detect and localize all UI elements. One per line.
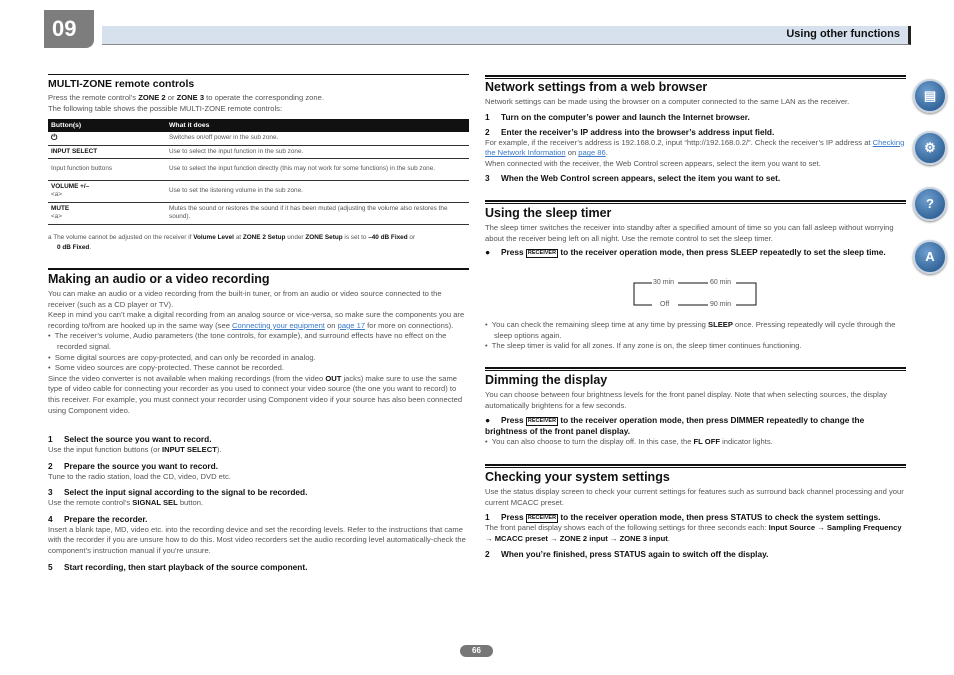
table-cell: MUTE <a> [48, 202, 166, 224]
link-connecting-equipment[interactable]: Connecting your equipment [232, 320, 325, 330]
settings-icon[interactable]: ⚙ [913, 131, 947, 165]
status-body [485, 487, 906, 560]
table-cell: Use to set the listening volume in the sub zone. [166, 180, 469, 202]
multizone-intro: Press the remote control’s ZONE 2 or ZONE 3 to operate the corresponding zone. The following table shows the possible MULTI-ZONE remote controls: [48, 93, 324, 113]
paragraph: Use the status display screen to check your current settings for features such as surround back channel processing and your current MCACC preset. [485, 487, 904, 507]
table-row [48, 145, 469, 158]
step-2: 2 Prepare the source you want to record. [48, 460, 218, 471]
dimmer-title: Dimming the display [485, 373, 608, 387]
paragraph: Keep in mind you can’t make a digital recording from an analog source or vice-versa, so make sure the components you are recording to/from are hooked up in the same way (see Connecting your equipment on page 17 for more on connections). [48, 310, 465, 330]
step-1: 1 Select the source you want to record. [48, 434, 212, 444]
table-row [48, 180, 469, 202]
step-4-detail: Insert a blank tape, MD, video etc. into the recording device and set the recording levels. Refer to the instructions that came with the recorder if you are unsure how to do this. Most video recorders set the audio recording level automatically-check the component’s instruction manual if you’re unsure. [48, 524, 466, 555]
sleep-cycle-diagram [630, 277, 760, 313]
section-title: Using other functions [786, 28, 900, 40]
paragraph: Since the video converter is not available when making recordings (from the video OUT jacks) make sure to use the same type of video cable for connecting your recorder as you used to connect your video source (the one you want to record) to this receiver. For example, you must connect your recorder using Component video if your source has also been connected using Component video. [48, 373, 463, 415]
recording-steps [48, 434, 469, 573]
sleep-body [485, 223, 906, 258]
step-2: 2 Enter the receiver’s IP address into the browser’s address input field. [485, 126, 775, 137]
book-icon[interactable]: ▤ [913, 79, 947, 113]
table-cell: Use to select the input function directly (this may not work for some functions) in the sub zone. [166, 158, 469, 180]
sleep-step: ● Press RECEIVER to the receiver operation mode, then press SLEEP repeatedly to set the sleep time. [485, 247, 886, 258]
step-1-detail: Use the input function buttons (or INPUT SELECT). [48, 445, 222, 454]
step-3: 3 When the Web Control screen appears, select the item you want to set. [485, 173, 781, 184]
chapter-number: 09 [52, 16, 77, 41]
table-row [48, 202, 469, 224]
receiver-button-icon: RECEIVER [527, 417, 557, 424]
multizone-footnote: a The volume cannot be adjusted on the receiver if Volume Level at ZONE 2 Setup under ZONE Setup is set to –40 dB Fixed or 0 dB Fixed. [48, 234, 416, 251]
list-item: • The receiver’s volume, Audio parameters (the tone controls, for example), and surround effects have no effect on the recorded signal. [48, 331, 447, 351]
divider [485, 370, 906, 371]
receiver-button-icon: RECEIVER [527, 249, 557, 256]
paragraph: Network settings can be made using the browser on a computer connected to the same LAN as the receiver. [485, 97, 850, 106]
paragraph: You can choose between four brightness levels for the front panel display. Note that when selecting sources, the display automatically brightens for a few seconds. [485, 390, 887, 410]
divider [485, 200, 906, 202]
sleep-90min: 90 min [710, 301, 732, 308]
table-row [48, 158, 469, 180]
table-cell: Mutes the sound or restores the sound if it has been muted (adjusting the volume also restores the sound). [166, 202, 469, 224]
divider [485, 467, 906, 468]
cycle-bracket-right [736, 283, 756, 305]
step-3: 3 Select the input signal according to the signal to be recorded. [48, 487, 308, 498]
step-1: 1 Press RECEIVER to the receiver operation mode, then press STATUS to check the system settings. [485, 512, 881, 523]
step-3-detail: Use the remote control’s SIGNAL SEL button. [48, 498, 204, 508]
divider [48, 268, 469, 270]
sleep-60min: 60 min [710, 279, 732, 286]
cycle-bracket-left [634, 283, 652, 305]
status-title: Checking your system settings [485, 470, 670, 484]
table-cell: Use to select the input function in the sub zone. [166, 145, 469, 158]
receiver-button-icon: RECEIVER [527, 514, 557, 521]
step-1: 1 Turn on the computer’s power and launch the Internet browser. [485, 111, 750, 122]
list-item: • The sleep timer is valid for all zones. If any zone is on, the sleep timer continues functioning. [485, 341, 802, 351]
list-item: • Some video sources are copy-protected. These cannot be recorded. [48, 363, 284, 373]
table-header: Button(s) [48, 119, 166, 132]
dimmer-step: ● Press RECEIVER to the receiver operation mode, then press DIMMER repeatedly to change the brightness of the front panel display. [485, 415, 865, 437]
dimmer-body [485, 390, 906, 448]
divider [485, 464, 906, 466]
divider [48, 74, 469, 75]
chapter-badge [44, 10, 94, 48]
multizone-table [48, 119, 469, 225]
recording-title: Making an audio or a video recording [48, 272, 270, 286]
table-cell: Switches on/off power in the sub zone. [166, 132, 469, 145]
divider [485, 203, 906, 204]
step-2-detail: For example, if the receiver’s address is 192.168.0.2, input “http://192.168.0.2/”. Check the receiver’s IP address at Checking the Network Information on page 86. When connected with the receiver, the Web Control screen appears, select the item you want to set. [485, 137, 905, 168]
step-1-detail: The front panel display shows each of the following settings for three seconds each: Input Source → Sampling Frequency → MCACC preset → ZONE 2 input → ZONE 3 input. [485, 523, 902, 543]
list-item: • Some digital sources are copy-protected, and can only be recorded in analog. [48, 352, 316, 362]
header-bar [102, 26, 911, 45]
paragraph: The sleep timer switches the receiver into standby after a specified amount of time so you can fall asleep without worrying about the receiver being left on all night. Use the remote control to set the sleep timer. [485, 223, 894, 243]
network-title: Network settings from a web browser [485, 80, 708, 94]
step-5: 5 Start recording, then start playback of the source component. [48, 561, 308, 572]
recording-body [48, 289, 469, 416]
sleep-30min: 30 min [653, 279, 675, 286]
table-header-row [48, 119, 469, 132]
step-4: 4 Prepare the recorder. [48, 513, 148, 524]
link-page-17[interactable]: page 17 [337, 320, 366, 330]
index-icon[interactable]: A [913, 240, 947, 274]
table-row [48, 132, 469, 145]
table-header: What it does [166, 119, 469, 132]
table-cell: VOLUME +/– <a> [48, 180, 166, 202]
table-cell: Input function buttons [48, 158, 166, 180]
link-network-information[interactable]: Checking the Network Information [485, 137, 905, 158]
page-number: 66 [460, 645, 493, 657]
divider [485, 75, 906, 77]
step-2-detail: Tune to the radio station, load the CD, video, DVD etc. [48, 471, 231, 481]
table-cell: ⏻ [48, 132, 166, 145]
network-body [485, 97, 906, 184]
sleep-notes [485, 320, 906, 352]
faq-icon[interactable]: ? [913, 187, 947, 221]
list-item: • You can check the remaining sleep time at any time by pressing SLEEP once. Pressing repeatedly will cycle through the sleep options again. [485, 320, 896, 340]
link-page-86[interactable]: page 86 [578, 148, 606, 158]
paragraph: You can make an audio or a video recording from the built-in tuner, or from an audio or video source connected to the receiver (such as a CD player or TV). [48, 289, 442, 309]
step-2: 2 When you’re finished, press STATUS again to switch off the display. [485, 549, 769, 560]
multizone-title: MULTI-ZONE remote controls [48, 78, 195, 90]
sleep-off: Off [660, 301, 670, 308]
table-cell: INPUT SELECT [48, 145, 166, 158]
list-item: • You can also choose to turn the display off. In this case, the FL OFF indicator lights. [485, 437, 773, 447]
divider [485, 78, 906, 79]
divider [485, 367, 906, 369]
sleep-title: Using the sleep timer [485, 206, 612, 220]
